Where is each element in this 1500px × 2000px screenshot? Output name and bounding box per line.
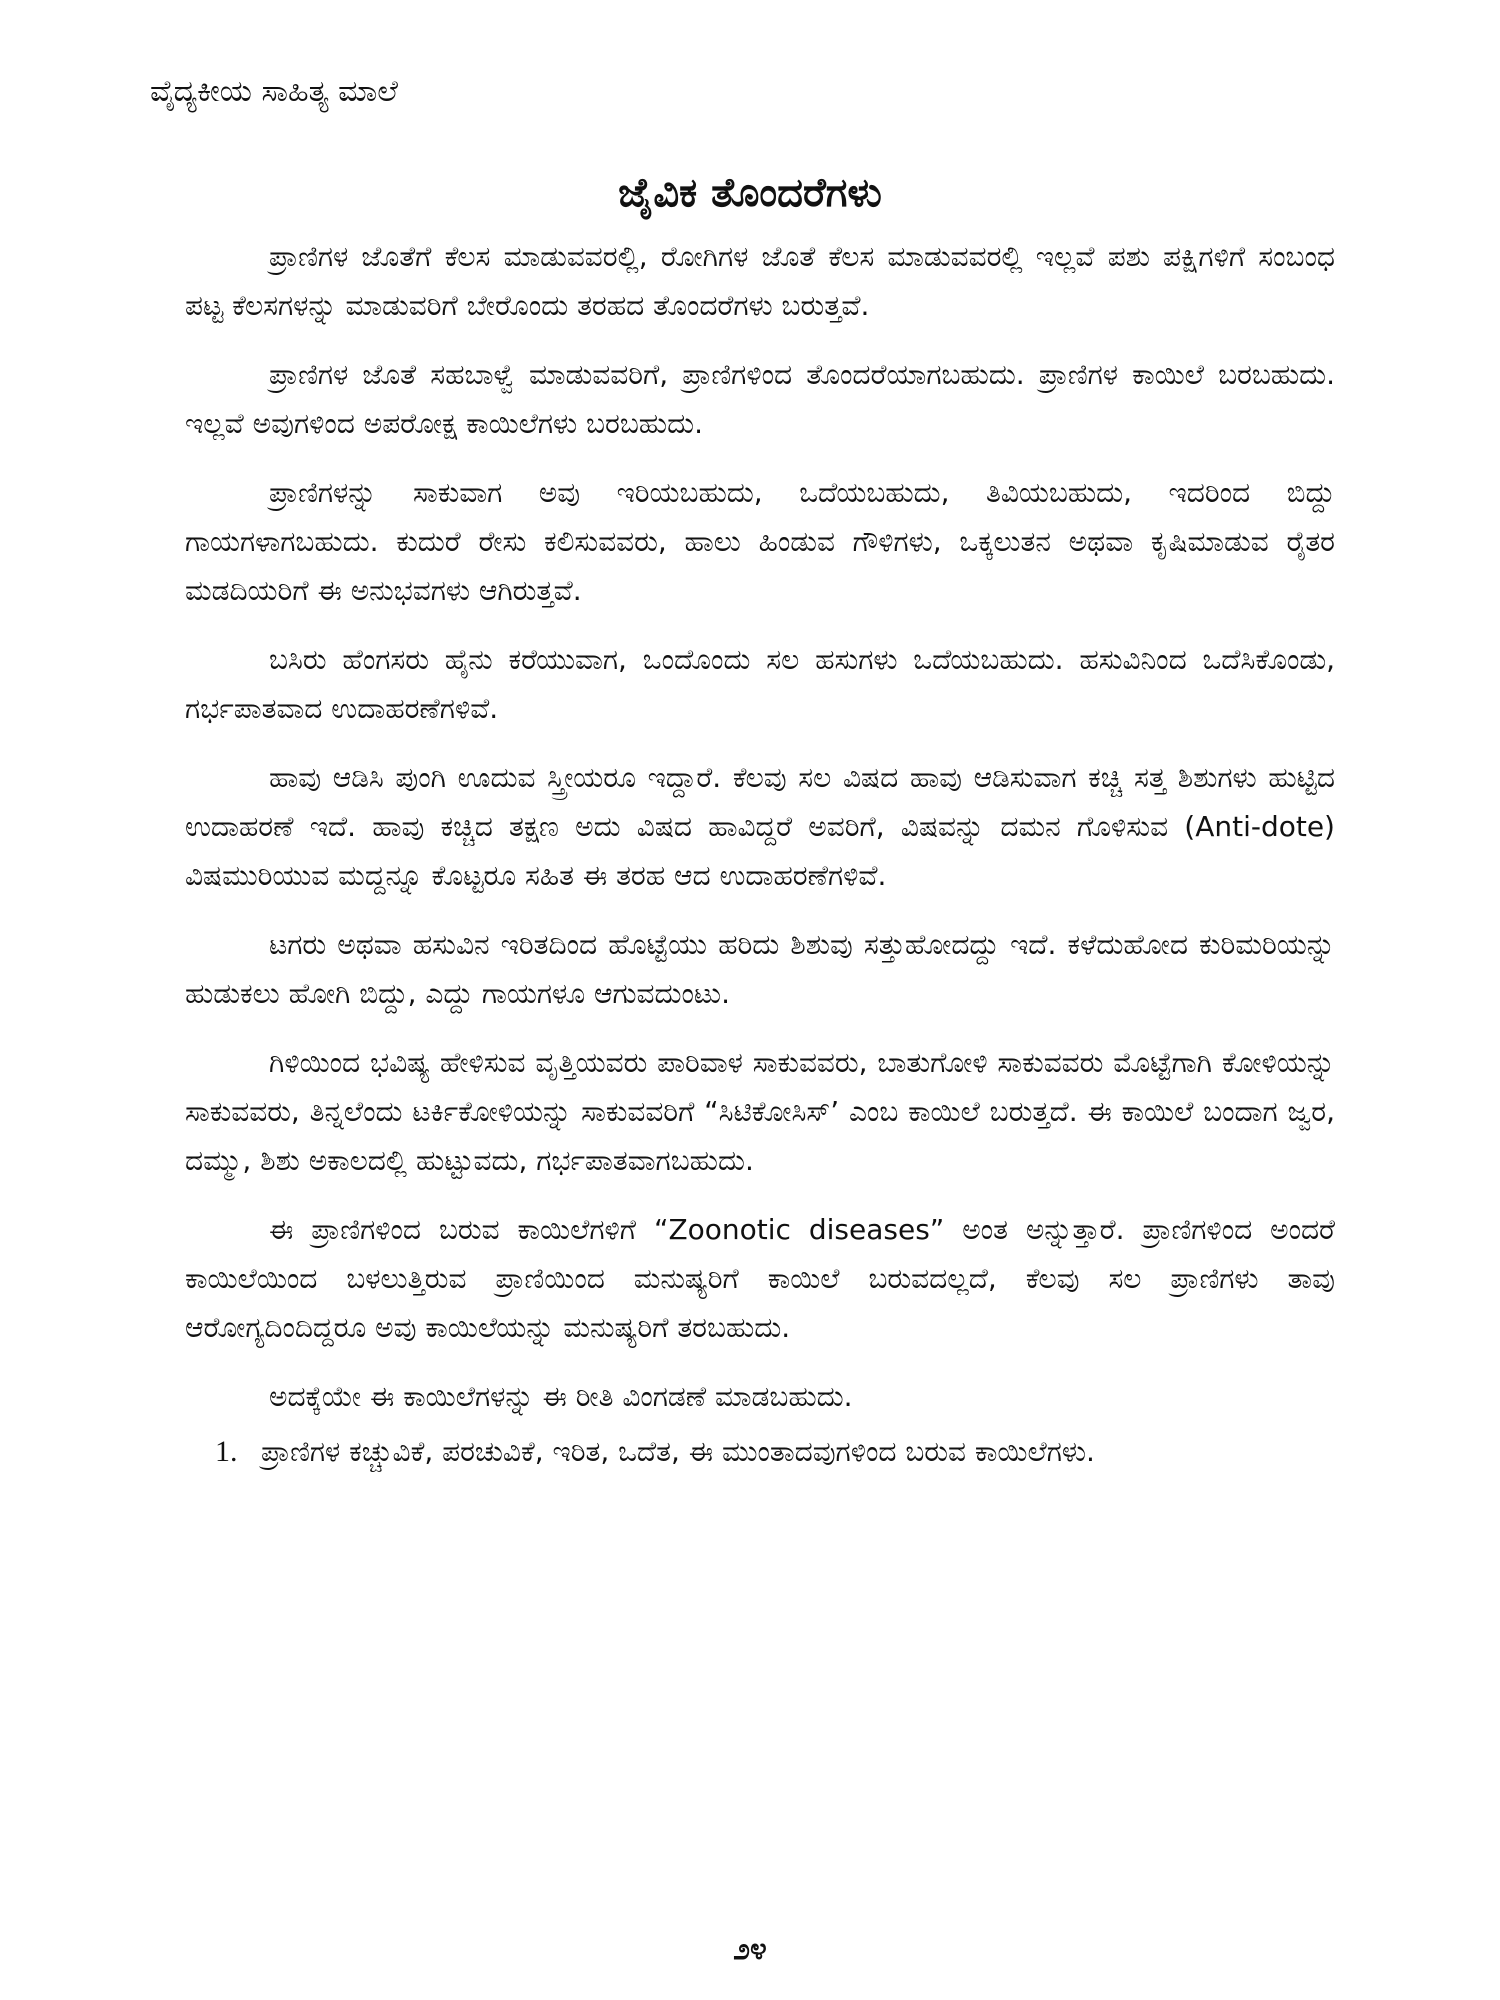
paragraph: ಪ್ರಾಣಿಗಳ ಜೊತೆ ಸಹಬಾಳ್ವೆ ಮಾಡುವವರಿಗೆ, ಪ್ರಾಣಿಗಳಿಂದ ತೊಂದರೆಯಾಗಬಹುದು. ಪ್ರಾಣಿಗಳ ಕಾಯಿಲೆ ಬರಬಹುದು. ಇಲ್ಲವೆ ಅವುಗಳಿಂದ ಅಪರೋಕ್ಷ ಕಾಯಿಲೆಗಳು ಬರಬಹುದು. [185, 358, 1335, 440]
body-text [185, 232, 1335, 1476]
list-item-number: 1. [215, 1435, 238, 1468]
paragraph: ಟಗರು ಅಥವಾ ಹಸುವಿನ ಇರಿತದಿಂದ ಹೊಟ್ಟೆಯು ಹರಿದು ಶಿಶುವು ಸತ್ತುಹೋದದ್ದು ಇದೆ. ಕಳೆದುಹೋದ ಕುರಿಮರಿಯನ್ನು ಹುಡುಕಲು ಹೋಗಿ ಬಿದ್ದು, ಎದ್ದು ಗಾಯಗಳೂ ಆಗುವದುಂಟು. [185, 928, 1335, 1010]
chapter-title: ಜೈವಿಕ ತೊಂದರೆಗಳು [618, 170, 882, 216]
list-item-text: ಪ್ರಾಣಿಗಳ ಕಚ್ಚುವಿಕೆ, ಪರಚುವಿಕೆ, ಇರಿತ, ಒದೆತ, ಈ ಮುಂತಾದವುಗಳಿಂದ ಬರುವ ಕಾಯಿಲೆಗಳು. [261, 1435, 1095, 1468]
list-item [185, 1427, 1335, 1476]
page-number: ೨೪ [733, 1932, 767, 1967]
paragraph: ಈ ಪ್ರಾಣಿಗಳಿಂದ ಬರುವ ಕಾಯಿಲೆಗಳಿಗೆ “Zoonotic diseases” ಅಂತ ಅನ್ನುತ್ತಾರೆ. ಪ್ರಾಣಿಗಳಿಂದ ಅಂದರೆ ಕಾಯಿಲೆಯಿಂದ ಬಳಲುತ್ತಿರುವ ಪ್ರಾಣಿಯಿಂದ ಮನುಷ್ಯರಿಗೆ ಕಾಯಿಲೆ ಬರುವದಲ್ಲದೆ, ಕೆಲವು ಸಲ ಪ್ರಾಣಿಗಳು ತಾವು ಆರೋಗ್ಯದಿಂದಿದ್ದರೂ ಅವು ಕಾಯಿಲೆಯನ್ನು ಮನುಷ್ಯರಿಗೆ ತರಬಹುದು. [185, 1213, 1335, 1344]
paragraph: ಹಾವು ಆಡಿಸಿ ಪುಂಗಿ ಊದುವ ಸ್ತ್ರೀಯರೂ ಇದ್ದಾರೆ. ಕೆಲವು ಸಲ ವಿಷದ ಹಾವು ಆಡಿಸುವಾಗ ಕಚ್ಚಿ ಸತ್ತ ಶಿಶುಗಳು ಹುಟ್ಟಿದ ಉದಾಹರಣೆ ಇದೆ. ಹಾವು ಕಚ್ಚಿದ ತಕ್ಷಣ ಅದು ವಿಷದ ಹಾವಿದ್ದರೆ ಅವರಿಗೆ, ವಿಷವನ್ನು ದಮನ ಗೊಳಿಸುವ (Anti-dote) ವಿಷಮುರಿಯುವ ಮದ್ದನ್ನೂ ಕೊಟ್ಟರೂ ಸಹಿತ ಈ ತರಹ ಆದ ಉದಾಹರಣೆಗಳಿವೆ. [185, 761, 1335, 892]
paragraph: ಬಸಿರು ಹೆಂಗಸರು ಹೈನು ಕರೆಯುವಾಗ, ಒಂದೊಂದು ಸಲ ಹಸುಗಳು ಒದೆಯಬಹುದು. ಹಸುವಿನಿಂದ ಒದೆಸಿಕೊಂಡು, ಗರ್ಭಪಾತವಾದ ಉದಾಹರಣೆಗಳಿವೆ. [185, 643, 1335, 725]
paragraph: ಅದಕ್ಕೆಯೇ ಈ ಕಾಯಿಲೆಗಳನ್ನು ಈ ರೀತಿ ವಿಂಗಡಣೆ ಮಾಡಬಹುದು. [269, 1380, 853, 1413]
running-head: ವೈದ್ಯಕೀಯ ಸಾಹಿತ್ಯ ಮಾಲೆ [150, 74, 398, 109]
paragraph: ಗಿಳಿಯಿಂದ ಭವಿಷ್ಯ ಹೇಳಿಸುವ ವೃತ್ತಿಯವರು ಪಾರಿವಾಳ ಸಾಕುವವರು, ಬಾತುಗೋಳಿ ಸಾಕುವವರು ಮೊಟ್ಟೆಗಾಗಿ ಕೋಳಿಯನ್ನು ಸಾಕುವವರು, ತಿನ್ನಲೆಂದು ಟರ್ಕಿಕೋಳಿಯನ್ನು ಸಾಕುವವರಿಗೆ “ಸಿಟಿಕೋಸಿಸ್’ ಎಂಬ ಕಾಯಿಲೆ ಬರುತ್ತದೆ. ಈ ಕಾಯಿಲೆ ಬಂದಾಗ ಜ್ವರ, ದಮ್ಮು, ಶಿಶು ಅಕಾಲದಲ್ಲಿ ಹುಟ್ಟುವದು, ಗರ್ಭಪಾತವಾಗಬಹುದು. [185, 1046, 1335, 1177]
paragraph: ಪ್ರಾಣಿಗಳನ್ನು ಸಾಕುವಾಗ ಅವು ಇರಿಯಬಹುದು, ಒದೆಯಬಹುದು, ತಿವಿಯಬಹುದು, ಇದರಿಂದ ಬಿದ್ದು ಗಾಯಗಳಾಗಬಹುದು. ಕುದುರೆ ರೇಸು ಕಲಿಸುವವರು, ಹಾಲು ಹಿಂಡುವ ಗೌಳಿಗಳು, ಒಕ್ಕಲುತನ ಅಥವಾ ಕೃಷಿಮಾಡುವ ರೈತರ ಮಡದಿಯರಿಗೆ ಈ ಅನುಭವಗಳು ಆಗಿರುತ್ತವೆ. [185, 476, 1335, 607]
paragraph: ಪ್ರಾಣಿಗಳ ಜೊತೆಗೆ ಕೆಲಸ ಮಾಡುವವರಲ್ಲಿ, ರೋಗಿಗಳ ಜೊತೆ ಕೆಲಸ ಮಾಡುವವರಲ್ಲಿ ಇಲ್ಲವೆ ಪಶು ಪಕ್ಷಿಗಳಿಗೆ ಸಂಬಂಧ ಪಟ್ಟ ಕೆಲಸಗಳನ್ನು ಮಾಡುವರಿಗೆ ಬೇರೊಂದು ತರಹದ ತೊಂದರೆಗಳು ಬರುತ್ತವೆ. [185, 240, 1335, 322]
